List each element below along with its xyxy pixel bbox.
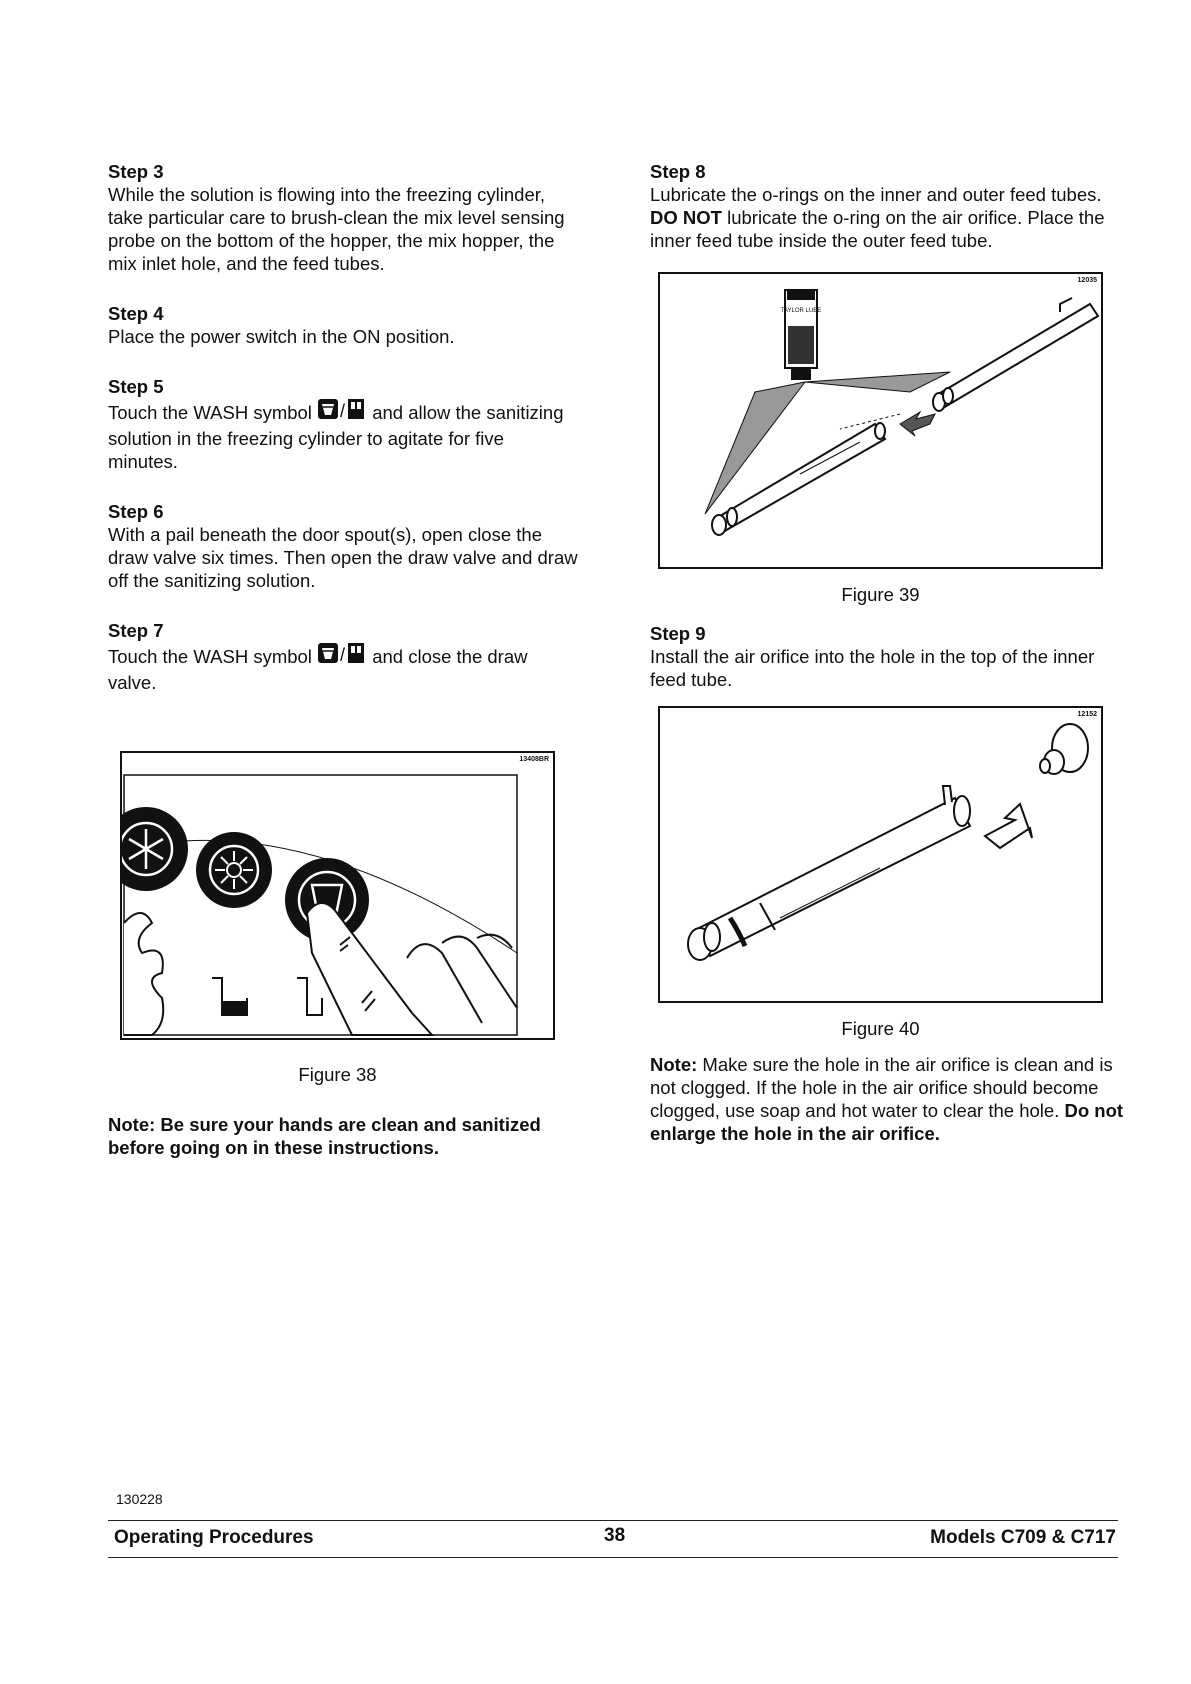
step-text: While the solution is flowing into the freezing cylinder, take particular care to brush-clean the mix level sensing probe on the bottom of the hopper, the mix hopper, the mix inlet hole, and the feed tubes. — [108, 184, 565, 274]
air-orifice-note — [650, 1053, 1130, 1145]
wash-symbol-icon — [317, 642, 367, 671]
step-text — [108, 642, 578, 694]
figure-39-caption: Figure 39 — [841, 584, 920, 605]
svg-text:/: / — [340, 645, 346, 665]
step-4 — [108, 302, 578, 348]
figure-39 — [658, 272, 1103, 569]
step-9 — [650, 622, 1120, 691]
note-text: Make sure the hole in the air orifice is clean and is not clogged. If the hole in the air orifice should become clogged, use soap and hot water to clear the hole. — [650, 1054, 1113, 1121]
feed-tube-lubrication-illustration — [660, 274, 1101, 567]
step-title: Step 5 — [108, 376, 164, 397]
step-title: Step 7 — [108, 620, 164, 641]
step-text-after: and close the draw valve. — [108, 646, 528, 693]
step-text-1: Lubricate the o-rings on the inner and outer feed tubes. — [650, 184, 1102, 205]
step-text-after: and allow the sanitizing solution in the freezing cylinder to agitate for five minutes. — [108, 402, 564, 472]
wash-symbol-icon — [317, 398, 367, 427]
figure-id-label: 12035 — [1077, 277, 1097, 284]
figure-40-caption: Figure 40 — [841, 1018, 920, 1039]
step-text: Install the air orifice into the hole in the top of the inner feed tube. — [650, 646, 1095, 690]
warning-emphasis: DO NOT — [650, 207, 722, 228]
note-warning: Do not enlarge the hole in the air orifice. — [650, 1100, 1124, 1144]
step-title: Step 8 — [650, 161, 706, 182]
figure-id-label: 12152 — [1077, 711, 1097, 718]
footer-models: Models C709 & C717 — [930, 1527, 1116, 1548]
footer-section: Operating Procedures — [114, 1527, 314, 1548]
step-6 — [108, 500, 578, 592]
step-title: Step 3 — [108, 161, 164, 182]
right-column — [650, 160, 1120, 279]
step-title: Step 9 — [650, 623, 706, 644]
svg-text:/: / — [340, 401, 346, 421]
step-text-before: Touch the WASH symbol — [108, 402, 312, 423]
step-title: Step 4 — [108, 303, 164, 324]
note-text: Note: Be sure your hands are clean and sanitized before going on in these instructions. — [108, 1114, 541, 1158]
note-label: Note: — [650, 1054, 698, 1075]
step-text: Place the power switch in the ON position. — [108, 326, 455, 347]
control-panel-illustration — [122, 753, 553, 1038]
step-8 — [650, 160, 1120, 252]
figure-38-caption: Figure 38 — [298, 1064, 377, 1085]
figure-38 — [120, 751, 555, 1040]
step-text — [108, 398, 578, 473]
step-text-before: Touch the WASH symbol — [108, 646, 312, 667]
footer-bottom-rule — [108, 1557, 1118, 1558]
step-text — [650, 183, 1120, 252]
step-5 — [108, 375, 578, 473]
tube-label: TAYLOR LUBE — [780, 308, 822, 314]
step-7 — [108, 619, 578, 694]
left-column — [108, 160, 578, 721]
air-orifice-illustration — [660, 708, 1101, 1001]
step-title: Step 6 — [108, 501, 164, 522]
step-text: With a pail beneath the door spout(s), open close the draw valve six times. Then open the draw valve and draw off the sanitizing solution. — [108, 524, 578, 591]
step-text-2: lubricate the o-ring on the air orifice. Place the inner feed tube inside the outer feed tube. — [650, 207, 1105, 251]
step-3 — [108, 160, 578, 275]
page-number: 38 — [604, 1525, 626, 1546]
footer-top-rule — [108, 1520, 1118, 1521]
safety-note — [108, 1113, 578, 1159]
doc-code: 130228 — [116, 1491, 163, 1507]
figure-40 — [658, 706, 1103, 1003]
figure-id-label: 13408BR — [519, 756, 549, 763]
